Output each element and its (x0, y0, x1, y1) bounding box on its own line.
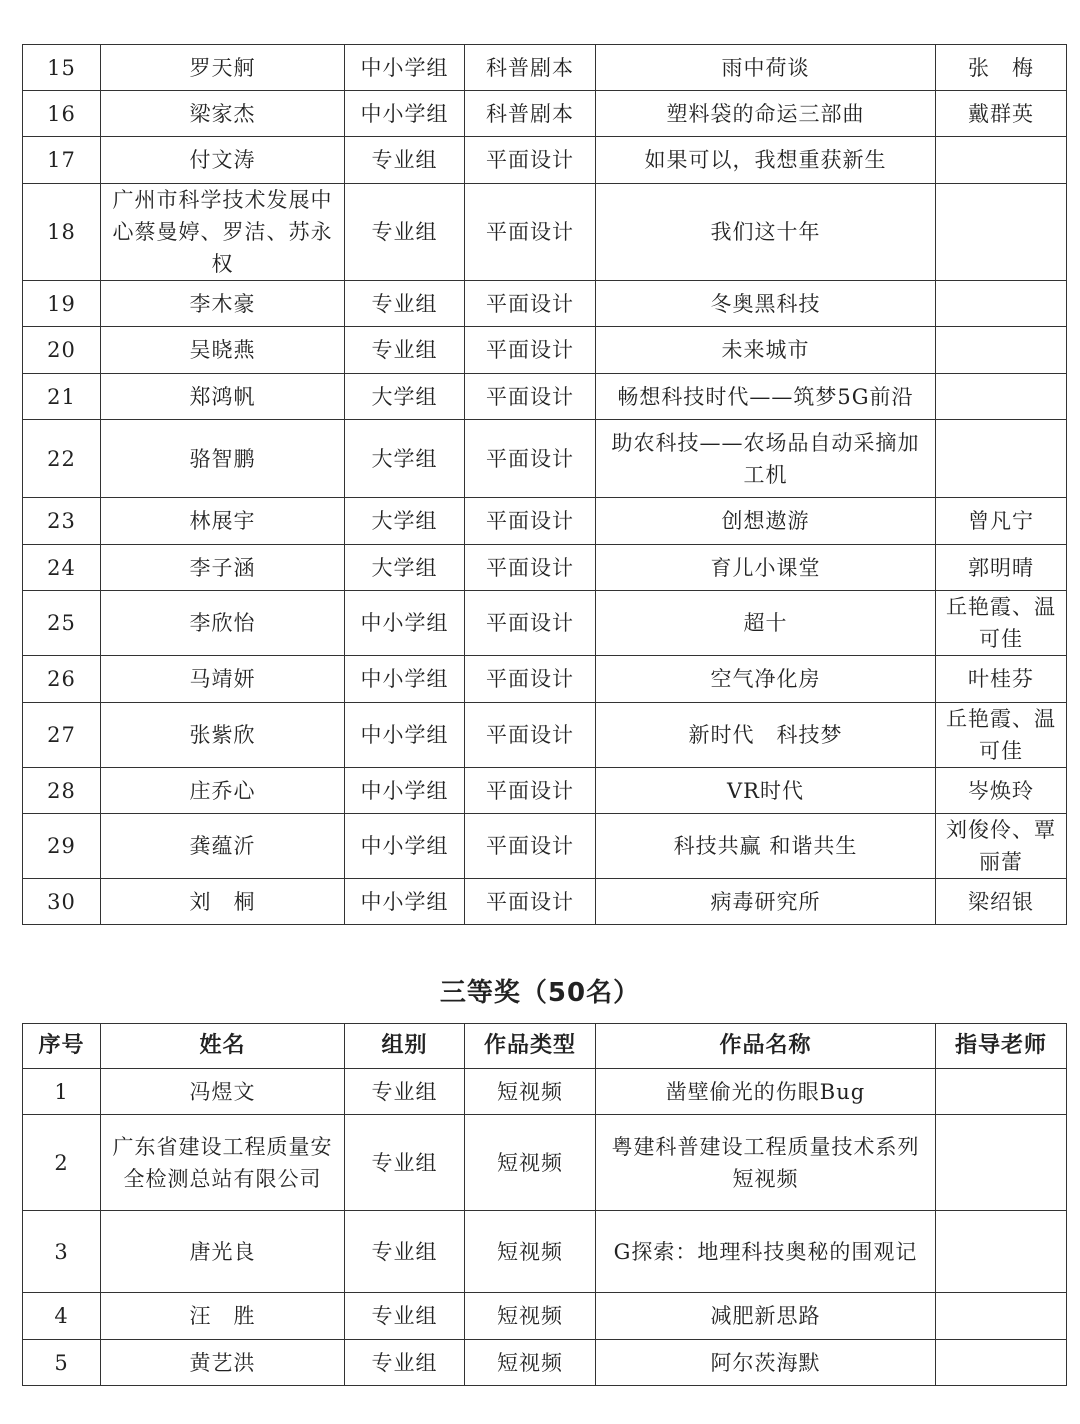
cell-name: 唐光良 (101, 1211, 345, 1293)
cell-type: 短视频 (465, 1115, 596, 1211)
cell-group: 专业组 (345, 1211, 465, 1293)
cell-name: 骆智鹏 (101, 420, 345, 498)
cell-no: 19 (23, 281, 101, 327)
cell-title: 冬奥黑科技 (596, 281, 936, 327)
cell-type: 平面设计 (465, 656, 596, 703)
cell-type: 平面设计 (465, 768, 596, 814)
cell-title: 雨中荷谈 (596, 45, 936, 91)
table-row (23, 420, 1067, 498)
cell-title: 空气净化房 (596, 656, 936, 703)
cell-group: 中小学组 (345, 879, 465, 925)
cell-teacher: 曾凡宁 (936, 498, 1067, 545)
header-title: 作品名称 (596, 1024, 936, 1069)
cell-type: 短视频 (465, 1069, 596, 1115)
cell-title: 新时代 科技梦 (596, 703, 936, 768)
cell-teacher (936, 281, 1067, 327)
cell-type: 科普剧本 (465, 91, 596, 137)
cell-type: 平面设计 (465, 374, 596, 420)
cell-teacher: 梁绍银 (936, 879, 1067, 925)
cell-no: 4 (23, 1293, 101, 1340)
cell-no: 1 (23, 1069, 101, 1115)
cell-title: 畅想科技时代——筑梦5G前沿 (596, 374, 936, 420)
cell-no: 15 (23, 45, 101, 91)
cell-no: 28 (23, 768, 101, 814)
cell-title: 超十 (596, 591, 936, 656)
table-row (23, 656, 1067, 703)
cell-name: 李子涵 (101, 545, 345, 591)
cell-teacher (936, 374, 1067, 420)
cell-no: 30 (23, 879, 101, 925)
header-no: 序号 (23, 1024, 101, 1069)
cell-name: 付文涛 (101, 137, 345, 184)
cell-group: 中小学组 (345, 768, 465, 814)
cell-name: 庄乔心 (101, 768, 345, 814)
cell-title: 塑料袋的命运三部曲 (596, 91, 936, 137)
cell-type: 短视频 (465, 1211, 596, 1293)
cell-name: 黄艺洪 (101, 1340, 345, 1386)
cell-no: 21 (23, 374, 101, 420)
header-group: 组别 (345, 1024, 465, 1069)
header-name: 姓名 (101, 1024, 345, 1069)
cell-name: 广州市科学技术发展中心蔡曼婷、罗洁、苏永权 (101, 184, 345, 281)
table-row (23, 545, 1067, 591)
table-row (23, 327, 1067, 374)
cell-title: 减肥新思路 (596, 1293, 936, 1340)
cell-no: 3 (23, 1211, 101, 1293)
cell-teacher (936, 1069, 1067, 1115)
cell-no: 25 (23, 591, 101, 656)
cell-title: 粤建科普建设工程质量技术系列短视频 (596, 1115, 936, 1211)
cell-group: 专业组 (345, 1115, 465, 1211)
cell-title: 创想遨游 (596, 498, 936, 545)
cell-title: 科技共赢 和谐共生 (596, 814, 936, 879)
cell-type: 平面设计 (465, 137, 596, 184)
cell-type: 平面设计 (465, 703, 596, 768)
cell-no: 27 (23, 703, 101, 768)
cell-no: 2 (23, 1115, 101, 1211)
cell-no: 17 (23, 137, 101, 184)
cell-no: 24 (23, 545, 101, 591)
table-row (23, 591, 1067, 656)
cell-teacher: 叶桂芬 (936, 656, 1067, 703)
cell-group: 专业组 (345, 1293, 465, 1340)
cell-teacher (936, 1340, 1067, 1386)
table-row (23, 1115, 1067, 1211)
cell-title: 育儿小课堂 (596, 545, 936, 591)
cell-type: 平面设计 (465, 327, 596, 374)
cell-group: 中小学组 (345, 45, 465, 91)
awards-table-continued (22, 44, 1067, 925)
cell-group: 专业组 (345, 1340, 465, 1386)
cell-type: 平面设计 (465, 498, 596, 545)
cell-group: 中小学组 (345, 91, 465, 137)
table-row (23, 1293, 1067, 1340)
cell-type: 平面设计 (465, 545, 596, 591)
cell-title: G探索：地理科技奥秘的围观记 (596, 1211, 936, 1293)
cell-type: 平面设计 (465, 281, 596, 327)
cell-teacher: 岑焕玲 (936, 768, 1067, 814)
cell-name: 广东省建设工程质量安全检测总站有限公司 (101, 1115, 345, 1211)
cell-type: 平面设计 (465, 814, 596, 879)
table-row (23, 374, 1067, 420)
cell-teacher (936, 1293, 1067, 1340)
table-row (23, 1211, 1067, 1293)
table-row (23, 184, 1067, 281)
cell-group: 专业组 (345, 281, 465, 327)
third-prize-heading: 三等奖（50名） (439, 978, 641, 1008)
cell-no: 22 (23, 420, 101, 498)
cell-group: 专业组 (345, 184, 465, 281)
table-row (23, 281, 1067, 327)
cell-no: 23 (23, 498, 101, 545)
cell-group: 大学组 (345, 545, 465, 591)
cell-name: 梁家杰 (101, 91, 345, 137)
table-row (23, 91, 1067, 137)
cell-group: 专业组 (345, 327, 465, 374)
table-row (23, 137, 1067, 184)
cell-title: 凿壁偷光的伤眼Bug (596, 1069, 936, 1115)
cell-name: 李木豪 (101, 281, 345, 327)
cell-type: 平面设计 (465, 420, 596, 498)
table-row (23, 498, 1067, 545)
table-row (23, 703, 1067, 768)
cell-title: 我们这十年 (596, 184, 936, 281)
cell-teacher (936, 420, 1067, 498)
cell-group: 大学组 (345, 420, 465, 498)
cell-group: 中小学组 (345, 814, 465, 879)
cell-name: 汪 胜 (101, 1293, 345, 1340)
table-row (23, 768, 1067, 814)
cell-name: 吴晓燕 (101, 327, 345, 374)
cell-teacher: 刘俊伶、覃丽蕾 (936, 814, 1067, 879)
cell-teacher: 丘艳霞、温可佳 (936, 703, 1067, 768)
table-row (23, 45, 1067, 91)
cell-no: 29 (23, 814, 101, 879)
cell-type: 平面设计 (465, 879, 596, 925)
cell-group: 中小学组 (345, 703, 465, 768)
cell-teacher: 郭明晴 (936, 545, 1067, 591)
cell-type: 平面设计 (465, 591, 596, 656)
cell-teacher (936, 327, 1067, 374)
cell-name: 林展宇 (101, 498, 345, 545)
cell-type: 科普剧本 (465, 45, 596, 91)
table-row (23, 1069, 1067, 1115)
cell-title: 未来城市 (596, 327, 936, 374)
header-type: 作品类型 (465, 1024, 596, 1069)
cell-type: 短视频 (465, 1293, 596, 1340)
cell-group: 大学组 (345, 374, 465, 420)
cell-group: 专业组 (345, 1069, 465, 1115)
table-row (23, 1340, 1067, 1386)
table-row (23, 879, 1067, 925)
cell-group: 大学组 (345, 498, 465, 545)
cell-group: 中小学组 (345, 656, 465, 703)
cell-no: 5 (23, 1340, 101, 1386)
cell-group: 专业组 (345, 137, 465, 184)
third-prize-table (22, 1023, 1067, 1386)
cell-title: VR时代 (596, 768, 936, 814)
cell-teacher: 戴群英 (936, 91, 1067, 137)
cell-type: 短视频 (465, 1340, 596, 1386)
cell-no: 16 (23, 91, 101, 137)
cell-teacher (936, 137, 1067, 184)
cell-teacher: 张 梅 (936, 45, 1067, 91)
cell-no: 20 (23, 327, 101, 374)
cell-name: 郑鸿帆 (101, 374, 345, 420)
cell-no: 18 (23, 184, 101, 281)
cell-name: 刘 桐 (101, 879, 345, 925)
cell-teacher (936, 1115, 1067, 1211)
cell-teacher: 丘艳霞、温可佳 (936, 591, 1067, 656)
cell-teacher (936, 1211, 1067, 1293)
cell-no: 26 (23, 656, 101, 703)
table-header-row (23, 1024, 1067, 1069)
table-row (23, 814, 1067, 879)
header-teacher: 指导老师 (936, 1024, 1067, 1069)
cell-title: 病毒研究所 (596, 879, 936, 925)
cell-title: 阿尔茨海默 (596, 1340, 936, 1386)
cell-title: 如果可以，我想重获新生 (596, 137, 936, 184)
cell-name: 马靖妍 (101, 656, 345, 703)
cell-name: 罗天舸 (101, 45, 345, 91)
cell-type: 平面设计 (465, 184, 596, 281)
cell-teacher (936, 184, 1067, 281)
cell-name: 龚蕴沂 (101, 814, 345, 879)
cell-group: 中小学组 (345, 591, 465, 656)
cell-name: 李欣怡 (101, 591, 345, 656)
cell-name: 冯煜文 (101, 1069, 345, 1115)
cell-title: 助农科技——农场品自动采摘加工机 (596, 420, 936, 498)
cell-name: 张紫欣 (101, 703, 345, 768)
